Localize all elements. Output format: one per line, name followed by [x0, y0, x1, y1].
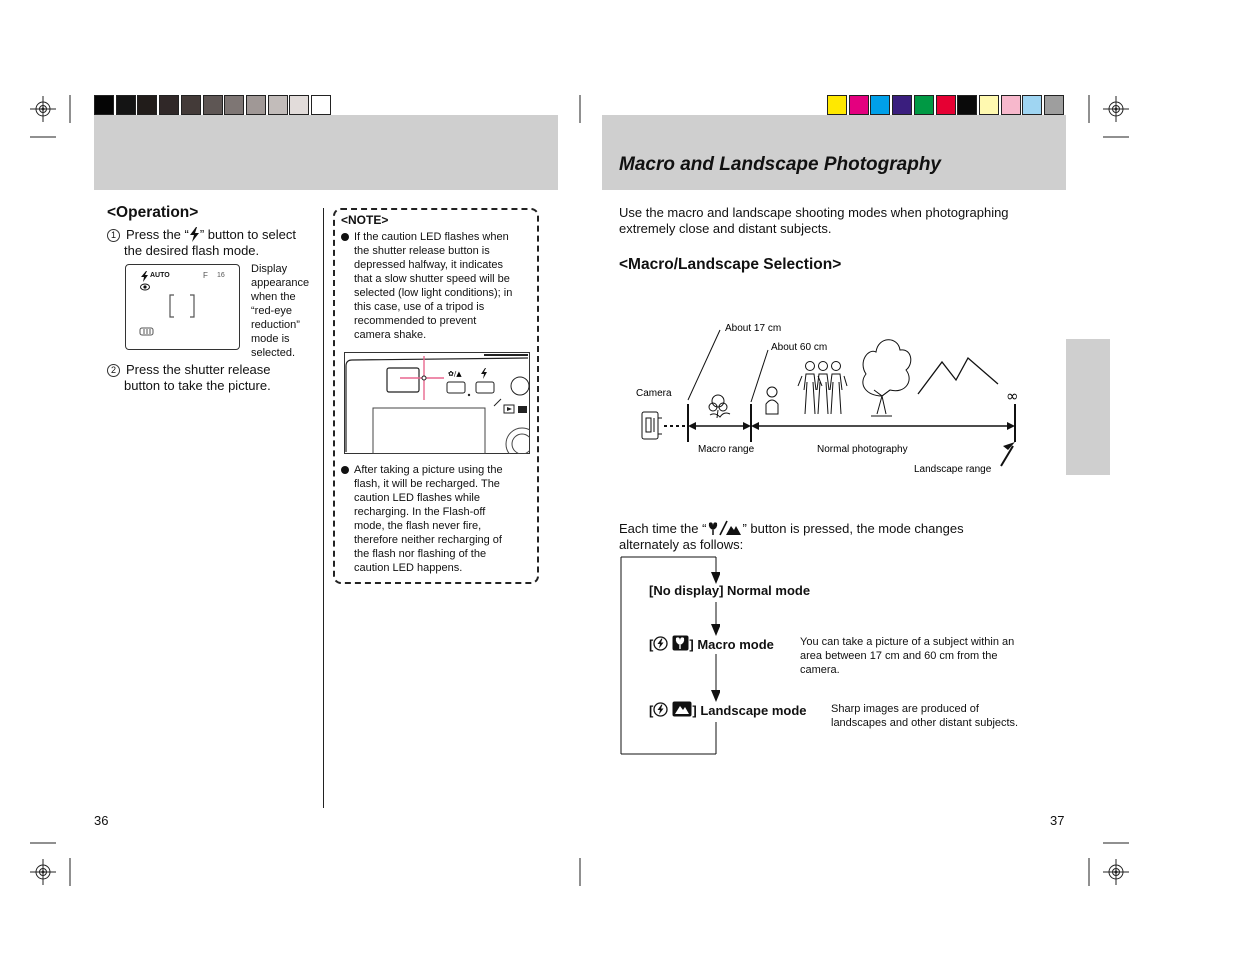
- landscape-icon: [672, 701, 692, 717]
- color-swatch: [957, 95, 977, 115]
- description-line: area between 17 cm and 60 cm from the: [800, 650, 998, 662]
- mode-normal: [No display] Normal mode: [649, 583, 811, 598]
- flash-off-icon: [653, 636, 668, 651]
- bullet-dot: [341, 233, 349, 241]
- infinity-symbol: ∞: [1006, 387, 1019, 405]
- label-about-17cm: About 17 cm: [725, 323, 782, 334]
- note-line: caution LED happens.: [354, 562, 463, 574]
- note-line: that a slow shutter speed will be: [354, 273, 510, 285]
- bullet-dot: [341, 466, 349, 474]
- caption-line: appearance: [251, 277, 310, 289]
- macro-icon: [672, 635, 689, 651]
- column-divider: [323, 208, 324, 808]
- macro-landscape-button-icon: [706, 520, 742, 536]
- color-swatch: [1044, 95, 1064, 115]
- step-1: 1 Press the “ ” button to select the desired flash mode.: [107, 227, 322, 259]
- label-normal-photography: Normal photography: [817, 444, 908, 455]
- display-caption: [251, 262, 309, 360]
- color-swatch: [827, 95, 847, 115]
- note-line: therefore neither recharging of: [354, 534, 502, 546]
- note-line: If the caution LED flashes when: [354, 231, 509, 243]
- lcd-number: 16: [217, 272, 225, 279]
- battery-icon: [139, 327, 155, 336]
- note-line: this case, use of a tripod is: [354, 301, 485, 313]
- color-swatch: [870, 95, 890, 115]
- note-line: recommended to prevent: [354, 315, 477, 327]
- color-swatch: [203, 95, 223, 115]
- operation-heading: <Operation>: [107, 204, 199, 221]
- color-swatch: [892, 95, 912, 115]
- note-line: the flash nor flashing of the: [354, 548, 487, 560]
- caption-line: Display: [251, 263, 288, 275]
- caption-line: “red-eye: [251, 305, 292, 317]
- mode-landscape: [ ] Landscape mode: [649, 703, 807, 718]
- page-number-left: 36: [94, 813, 109, 828]
- color-swatch: [116, 95, 136, 115]
- description-line: camera.: [800, 664, 840, 676]
- caption-line: when the: [251, 291, 296, 303]
- page-number-right: 37: [1050, 813, 1065, 828]
- note-line: depressed halfway, it indicates: [354, 259, 503, 271]
- color-swatch: [137, 95, 157, 115]
- step-1-number: 1: [107, 229, 120, 242]
- mode-macro: [ ] Macro mode: [649, 637, 774, 652]
- note-line: recharging. In the Flash-off: [354, 506, 486, 518]
- color-swatch: [914, 95, 934, 115]
- side-tab: [1066, 339, 1110, 475]
- color-swatch: [94, 95, 114, 115]
- each-time-text: Each time the “ ” button is pressed, the mode changes alternately as follows:: [619, 521, 964, 552]
- description-line: Sharp images are produced of: [831, 703, 979, 715]
- svg-text:✿/▲: ✿/▲: [448, 370, 462, 378]
- macro-description: [800, 635, 1045, 677]
- label-landscape-range: Landscape range: [914, 464, 992, 475]
- label-macro-range: Macro range: [698, 444, 755, 455]
- color-swatch: [159, 95, 179, 115]
- camera-back-illustration: [344, 352, 530, 454]
- color-swatch: [268, 95, 288, 115]
- focus-brackets: [168, 293, 196, 319]
- caption-line: mode is: [251, 333, 290, 345]
- landscape-description: [831, 702, 1046, 730]
- color-swatch: [181, 95, 201, 115]
- color-swatch: [1022, 95, 1042, 115]
- description-line: You can take a picture of a subject within an: [800, 636, 1015, 648]
- red-eye-icon: [140, 283, 150, 291]
- caption-line: reduction”: [251, 319, 300, 331]
- caption-line: selected.: [251, 347, 296, 359]
- note-line: flash, it will be recharged. The: [354, 478, 500, 490]
- flash-icon: [189, 227, 200, 242]
- left-header-band: [94, 115, 558, 190]
- note-line: the shutter release button is: [354, 245, 490, 257]
- flash-off-icon: [653, 702, 668, 717]
- distance-diagram: [620, 318, 1040, 478]
- note-heading: <NOTE>: [341, 213, 389, 227]
- lcd-display-illustration: [125, 264, 240, 350]
- color-swatch: [246, 95, 266, 115]
- lcd-auto-label: AUTO: [150, 272, 170, 279]
- color-swatch: [936, 95, 956, 115]
- color-swatch: [979, 95, 999, 115]
- description-line: landscapes and other distant subjects.: [831, 717, 1019, 729]
- color-swatch: [289, 95, 309, 115]
- note-line: camera shake.: [354, 329, 427, 341]
- color-swatch: [849, 95, 869, 115]
- label-camera: Camera: [636, 388, 672, 399]
- note-line: selected (low light conditions); in: [354, 287, 513, 299]
- color-swatch: [224, 95, 244, 115]
- note-line: After taking a picture using the: [354, 464, 503, 476]
- lcd-flash-icon: [141, 271, 149, 282]
- color-swatch: [1001, 95, 1021, 115]
- page-title: Macro and Landscape Photography: [619, 154, 941, 175]
- lcd-f-label: F: [203, 271, 208, 280]
- note-line: caution LED flashes while: [354, 492, 480, 504]
- color-swatch: [311, 95, 331, 115]
- label-about-60cm: About 60 cm: [771, 342, 828, 353]
- intro-text: Use the macro and landscape shooting modes when photographing extremely close and distant subjects.: [619, 205, 1009, 236]
- note-line: mode, the flash never fire,: [354, 520, 482, 532]
- selection-heading: <Macro/Landscape Selection>: [619, 256, 842, 273]
- step-2: 2 Press the shutter release button to take the picture.: [107, 362, 322, 394]
- right-header-band: [602, 115, 1066, 190]
- step-2-number: 2: [107, 364, 120, 377]
